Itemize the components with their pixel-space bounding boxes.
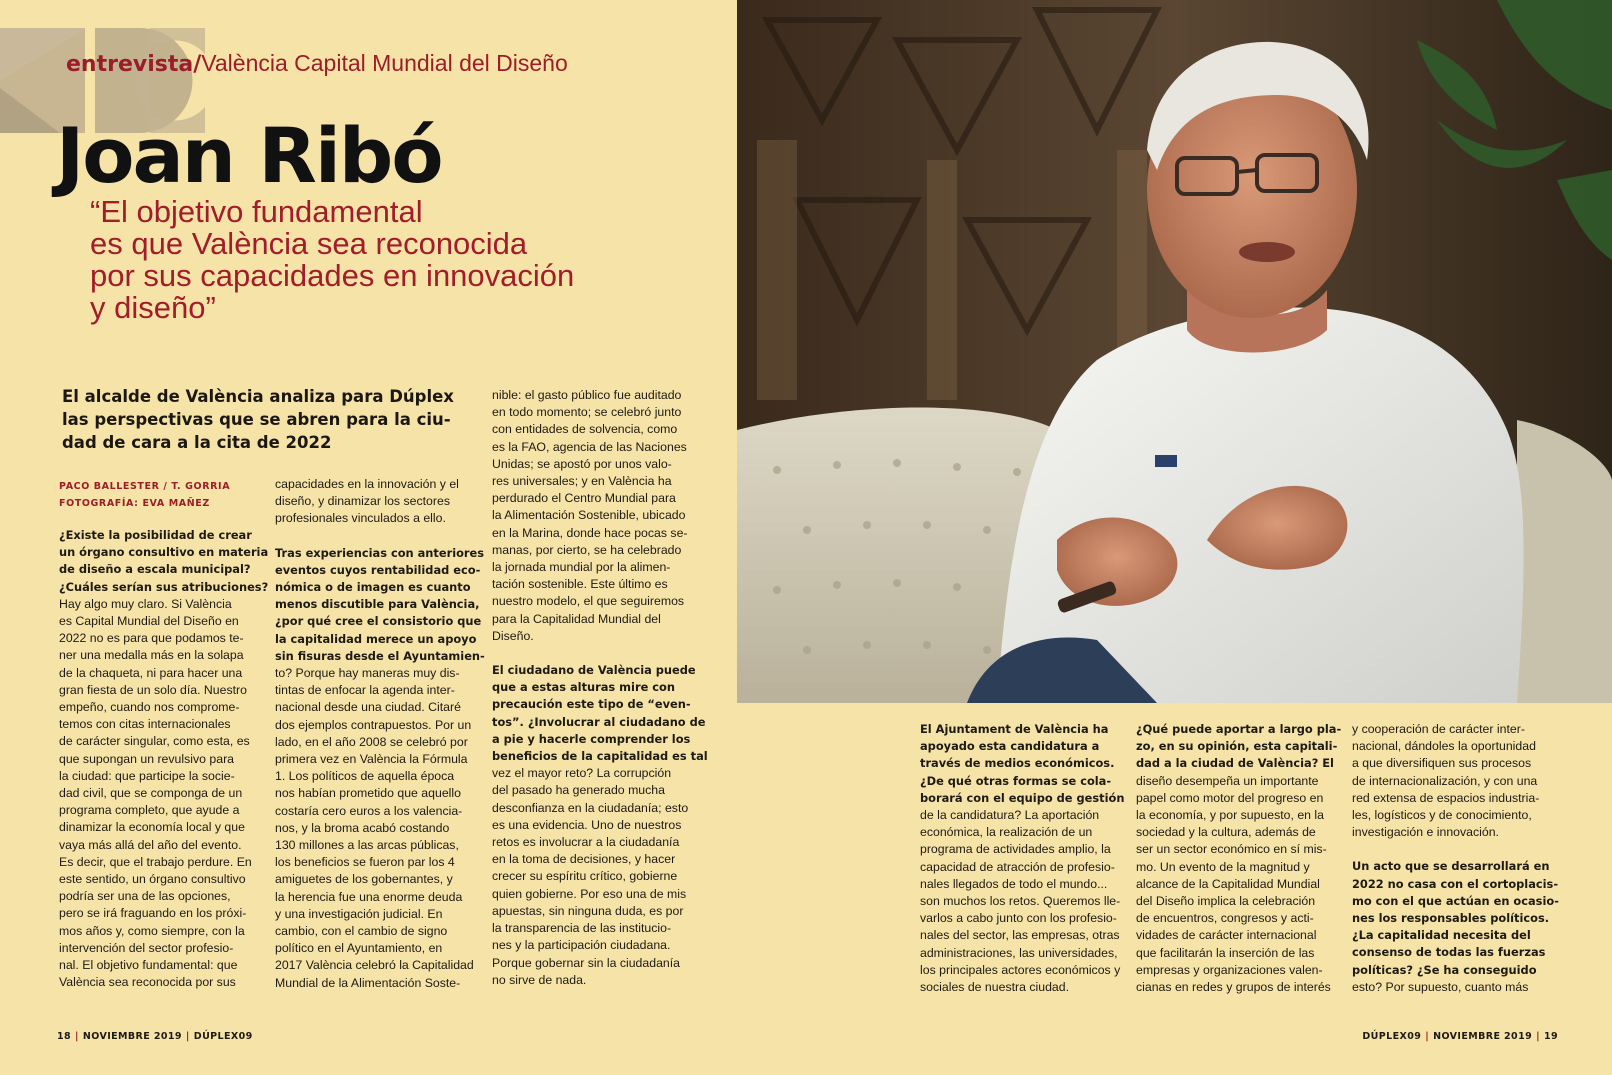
answer-line: los beneficios se fueron par los 4 [275, 855, 455, 870]
answer-line: programa de actividades amplio, la [920, 842, 1111, 857]
answer-line: cianas en redes y grupos de interés [1136, 980, 1331, 995]
answer-line: temos con citas internacionales [59, 717, 231, 732]
quote-line: “El objetivo fundamental [90, 194, 423, 229]
answer-line: de la chaqueta, ni para hacer una [59, 665, 243, 680]
answer-line: que supongan un revulsivo para [59, 751, 235, 766]
answer-line: ser un sector económico en sí mis- [1136, 842, 1327, 857]
answer-line: nacional desde una ciudad. Citaré [275, 700, 461, 715]
paragraph-break [275, 528, 475, 545]
answer-line: del pasado ha generado mucha [492, 783, 665, 798]
answer-line: nales llegados de todo el mundo... [920, 876, 1108, 891]
issue-date: NOVIEMBRE 2019 [1433, 1031, 1533, 1042]
answer-line: vaya más allá del año del evento. [59, 837, 242, 852]
question-line: El Ajuntament de València ha [920, 722, 1109, 736]
answer-line: res universales; y en València ha [492, 474, 672, 489]
question-line: Un acto que se desarrollará en [1352, 859, 1550, 874]
question-line: sin fisuras desde el Ayuntamien- [275, 648, 485, 663]
answer-line: varlos a cabo junto con los profesio- [920, 911, 1117, 926]
answer-line: València sea reconocida por sus [59, 975, 236, 990]
answer-line: en la Marina, donde hace pocas se- [492, 525, 688, 540]
answer-line: 2017 València celebró la Capitalidad [275, 958, 474, 973]
paragraph-break [1352, 841, 1562, 858]
question-line: ¿Existe la posibilidad de crear [59, 528, 252, 542]
question-line: mo con el que actúan en ocasio- [1352, 893, 1559, 908]
answer-line: programa completo, que ayude a [59, 803, 240, 818]
question-line: consenso de todas las fuerzas [1352, 945, 1546, 960]
answer-line: capacidad de atracción de profesio- [920, 859, 1115, 874]
magazine-name: DÚPLEX09 [1362, 1031, 1422, 1042]
answer-line: nales del sector, las empresas, otras [920, 928, 1120, 943]
answer-line: ner una medalla más en la solapa [59, 648, 244, 663]
answer-line: de internacionalización, y con una [1352, 773, 1538, 788]
section-title: València Capital Mundial del Diseño [201, 50, 568, 76]
answer-line: y una investigación judicial. En [275, 906, 443, 921]
answer-line: nos, y la broma acabó costando [275, 820, 450, 835]
answer-line: 1. Los políticos de aquella época [275, 769, 455, 784]
answer-line: Porque gobernar sin la ciudadanía [492, 955, 681, 970]
answer-line: la Alimentación Sostenible, ubicado [492, 508, 686, 523]
question-line: un órgano consultivo en materia [59, 545, 269, 560]
answer-line: profesionales vinculados a ello. [275, 511, 446, 526]
answer-line: la economía, y por supuesto, en la [1136, 808, 1324, 823]
section-tag [66, 50, 568, 77]
question-line: través de medios económicos. [920, 756, 1115, 771]
lead-line: dad de cara a la cita de 2022 [62, 433, 332, 452]
answer-line: red extensa de espacios industria- [1352, 790, 1540, 805]
answer-line: económica, la realización de un [920, 825, 1093, 840]
question-line: ¿Qué puede aportar a largo pla- [1136, 722, 1342, 736]
question-line: dad a la ciudad de València? El [1136, 756, 1334, 771]
answer-line: papel como motor del progreso en [1136, 790, 1324, 805]
answer-line: en la toma de decisiones, y hacer [492, 852, 676, 867]
question-line: políticas? ¿Se ha conseguido [1352, 962, 1537, 977]
answer-line: nuestro modelo, el que seguiremos [492, 594, 685, 609]
answer-line: intervención del sector profesio- [59, 940, 234, 955]
question-line: ¿La capitalidad necesita del [1352, 928, 1531, 943]
answer-line: pero se irá fraguando en los próxi- [59, 906, 247, 921]
question-line: El ciudadano de València puede [492, 663, 696, 678]
answer-line: que facilitarán la inserción de las [1136, 945, 1315, 960]
question-line: precaución este tipo de “even- [492, 697, 691, 712]
answer-line: primera vez en València la Fórmula [275, 752, 468, 767]
question-line: que a estas alturas mire con [492, 680, 675, 695]
answer-line: Diseño. [492, 628, 534, 643]
answer-line: de carácter singular, como esta, es [59, 734, 250, 749]
answer-line: podría ser una de las opciones, [59, 889, 231, 904]
photo-credit: FOTOGRAFÍA: EVA MAÑEZ [59, 498, 210, 509]
issue-date: NOVIEMBRE 2019 [82, 1031, 182, 1042]
text-column-2 [275, 476, 485, 992]
answer-line: la ciudad: que participe la socie- [59, 768, 235, 783]
question-line: beneficios de la capitalidad es tal [492, 749, 708, 764]
answer-line: la transparencia de las institucio- [492, 921, 672, 936]
interview-photo [737, 0, 1612, 703]
left-page [0, 0, 737, 1075]
answer-line: mos años y, como siempre, con la [59, 923, 245, 938]
question-line: ¿por qué cree el consistorio que [275, 614, 482, 629]
question-line: Tras experiencias con anteriores [275, 545, 485, 560]
answer-line: diseño desempeña un importante [1136, 773, 1319, 788]
question-line: ¿Cuáles serían sus atribuciones? [59, 579, 269, 594]
answer-line: crecer su espíritu crítico, gobierne [492, 869, 678, 884]
question-line: 2022 no casa con el cortoplacis- [1352, 876, 1559, 891]
answer-line: nacional, dándoles la oportunidad [1352, 739, 1536, 754]
question-line: eventos cuyos rentabilidad eco- [275, 562, 481, 577]
answer-line: dinamizar la economía local y que [59, 820, 245, 835]
author-credit: PACO BALLESTER / T. GORRIA [59, 481, 231, 492]
section-label: entrevista/ [66, 52, 202, 77]
answer-line: los principales actores económicos y [920, 962, 1121, 977]
question-line: borará con el equipo de gestión [920, 790, 1125, 805]
lead-line: El alcalde de València analiza para Dúplex [62, 387, 454, 406]
text-column-5 [1136, 721, 1346, 996]
answer-line: Unidas; se apostó por unos valo- [492, 456, 672, 471]
answer-line: desconfianza en la ciudadanía; esto [492, 800, 689, 815]
answer-line: lado, en el año 2008 se celebró por [275, 734, 468, 749]
answer-line: este sentido, un órgano consultivo [59, 872, 246, 887]
answer-line: Es decir, que el trabajo perdure. En [59, 854, 252, 869]
answer-line: esto? Por supuesto, cuanto más [1352, 979, 1529, 994]
answer-line: en todo momento; se celebró junto [492, 405, 682, 420]
answer-line: político en el Ayuntamiento, en [275, 941, 443, 956]
page-number: 19 [1543, 1031, 1558, 1042]
answer-line: 2022 no es para que podamos te- [59, 631, 244, 646]
answer-line: la jornada mundial por la alimen- [492, 560, 671, 575]
answer-line: Mundial de la Alimentación Soste- [275, 975, 461, 990]
answer-line: vez el mayor reto? La corrupción [492, 766, 672, 781]
article-title: Joan Ribó [56, 111, 442, 200]
question-line: tos”. ¿Involucrar al ciudadano de [492, 714, 706, 729]
answer-line: tación sostenible. Este último es [492, 577, 668, 592]
quote-line: y diseño” [90, 290, 216, 325]
answer-line: alcance de la Capitalidad Mundial [1136, 876, 1320, 891]
answer-line: no sirve de nada. [492, 972, 587, 987]
answer-line: de encuentros, congresos y acti- [1136, 911, 1314, 926]
lead-line: las perspectivas que se abren para la ciu- [62, 410, 451, 429]
answer-line: dos ejemplos contrapuestos. Por un [275, 717, 472, 732]
question-line: la capitalidad merece un apoyo [275, 631, 477, 646]
answer-line: manas, por cierto, se ha celebrado [492, 542, 682, 557]
answer-line: es una evidencia. Uno de nuestros [492, 817, 682, 832]
answer-line: retos es involucrar a la ciudadanía [492, 835, 680, 850]
answer-line: nal. El objetivo fundamental: que [59, 958, 238, 973]
answer-line: a que diversifiquen sus procesos [1352, 756, 1532, 771]
answer-line: amiguetes de los gobernantes, y [275, 872, 453, 887]
answer-line: son muchos los retos. Queremos lle- [920, 894, 1121, 909]
text-column-4 [920, 721, 1130, 996]
answer-line: vidades de carácter internacional [1136, 928, 1317, 943]
answer-line: empeño, cuando nos comprome- [59, 700, 240, 715]
answer-line: para la Capitalidad Mundial del [492, 611, 661, 626]
lead-paragraph [62, 385, 462, 454]
answer-line: nible: el gasto público fue auditado [492, 388, 682, 402]
answer-line: investigación e innovación. [1352, 825, 1499, 840]
folio-right: DÚPLEX09 | NOVIEMBRE 2019 | 19 [1362, 1031, 1558, 1042]
answer-line: administraciones, las universidades, [920, 945, 1118, 960]
question-line: nómica o de imagen es cuanto [275, 580, 471, 595]
page-number: 18 [57, 1031, 72, 1042]
answer-line: gran fiesta de un solo día. Nuestro [59, 682, 247, 697]
answer-line: de la candidatura? La aportación [920, 808, 1100, 823]
answer-line: y cooperación de carácter inter- [1352, 722, 1525, 736]
answer-line: apuestas, sin ninguna duda, es por [492, 903, 684, 918]
answer-line: diseño, y dinamizar los sectores [275, 494, 450, 509]
answer-line: capacidades en la innovación y el [275, 477, 459, 491]
folio-left: 18 | NOVIEMBRE 2019 | DÚPLEX09 [57, 1031, 253, 1042]
answer-line: cambio, con el cambio de signo [275, 924, 448, 939]
text-column-3 [492, 387, 708, 989]
byline [59, 478, 230, 512]
answer-line: dad civil, que se componga de un [59, 786, 243, 801]
question-line: apoyado esta candidatura a [920, 739, 1100, 754]
answer-line: con entidades de solvencia, como [492, 422, 678, 437]
answer-line: perdurado el Centro Mundial para [492, 491, 676, 506]
answer-line: del Diseño implica la celebración [1136, 894, 1316, 909]
answer-line: to? Porque hay maneras muy dis- [275, 666, 460, 681]
answer-line: mo. Un evento de la magnitud y [1136, 859, 1310, 874]
quote-line: es que València sea reconocida [90, 226, 528, 261]
answer-line: les, logísticos y de conocimiento, [1352, 808, 1532, 823]
answer-line: 130 millones a las arcas públicas, [275, 838, 459, 853]
answer-line: empresas y organizaciones valen- [1136, 962, 1323, 977]
answer-line: es la FAO, agencia de las Naciones [492, 439, 687, 454]
answer-line: nos habían prometido que aquello [275, 786, 461, 801]
question-line: ¿De qué otras formas se cola- [920, 773, 1112, 788]
answer-line: la herencia fue una enorme deuda [275, 889, 463, 904]
answer-line: costaría cero euros a los valencia- [275, 803, 463, 818]
question-line: zo, en su opinión, esta capitali- [1136, 739, 1338, 754]
paragraph-break [492, 645, 698, 662]
text-column-1 [59, 527, 269, 991]
answer-line: quien gobierne. Por eso una de mis [492, 886, 687, 901]
answer-line: Hay algo muy claro. Si València [59, 596, 232, 611]
question-line: de diseño a escala municipal? [59, 562, 251, 577]
answer-line: es Capital Mundial del Diseño en [59, 614, 239, 629]
pull-quote [90, 196, 650, 324]
question-line: menos discutible para València, [275, 597, 480, 612]
text-column-6 [1352, 721, 1562, 996]
answer-line: tintas de enfocar la agenda inter- [275, 683, 455, 698]
question-line: a pie y hacerle comprender los [492, 731, 691, 746]
quote-line: por sus capacidades en innovación [90, 258, 575, 293]
answer-line: sociales de nuestra ciudad. [920, 980, 1070, 995]
question-line: nes los responsables políticos. [1352, 911, 1550, 926]
answer-line: sociedad y la cultura, además de [1136, 825, 1316, 840]
answer-line: nes y la participación ciudadana. [492, 938, 671, 953]
magazine-name: DÚPLEX09 [193, 1031, 253, 1042]
